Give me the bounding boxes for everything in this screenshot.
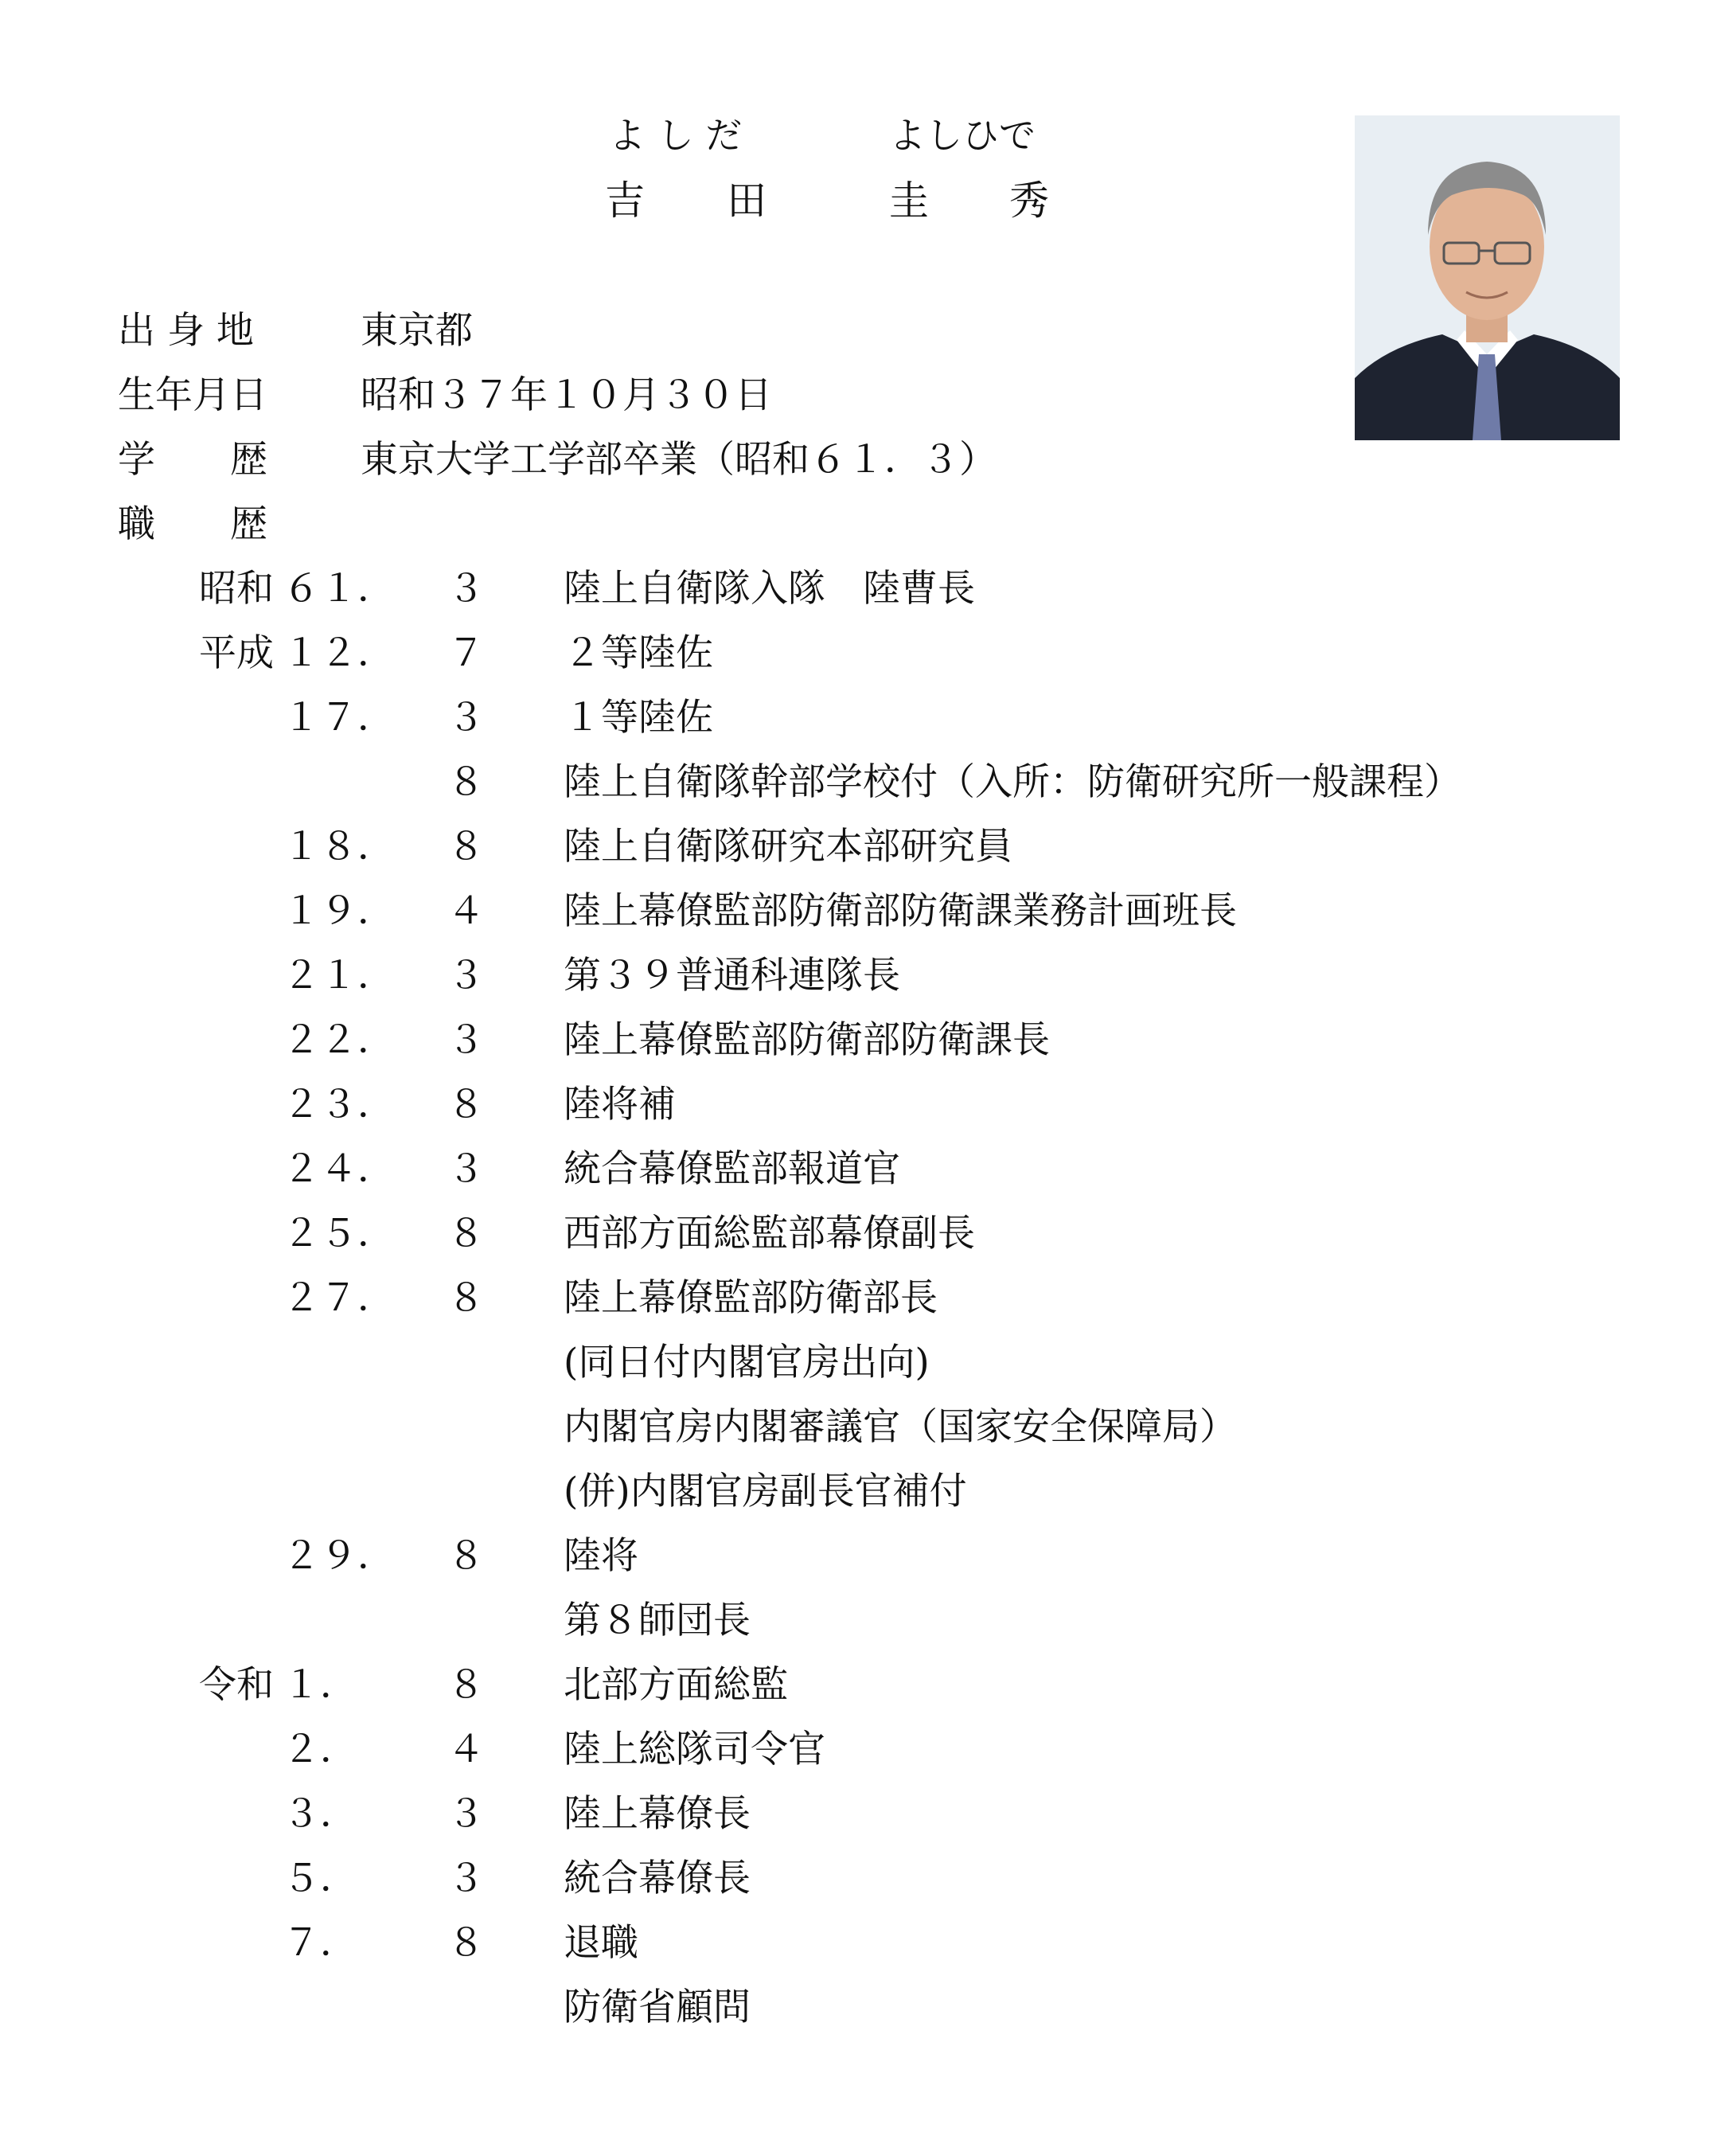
career-text: 第８師団長 [564,1599,751,1642]
career-text: 西部方面総監部幕僚副長 [564,1212,975,1255]
career-year: ２９． [283,1534,395,1578]
career-year: ７． [283,1921,357,1965]
career-year: ２３． [283,1083,395,1127]
career-text: 統合幕僚監部報道官 [564,1147,900,1191]
career-era: 平成 [199,631,274,675]
info-value-birthdate: 昭和３７年１０月３０日 [361,373,772,417]
career-year: ２２． [283,1018,395,1062]
career-text: 第３９普通科連隊長 [564,954,900,998]
info-label-birthplace: 出 身 地 [118,309,254,353]
name-kanji-given-1: 圭 [889,178,929,224]
career-month: ８ [447,1083,485,1127]
career-year: １９． [283,889,395,933]
career-month: ３ [447,1857,485,1900]
career-year: ２７． [283,1276,395,1320]
career-year: ２４． [283,1147,395,1191]
career-month: ８ [447,1663,485,1707]
career-text: 陸上幕僚監部防衛部防衛課長 [564,1018,1050,1062]
name-kana-given: よしひで [889,114,1036,157]
career-month: ３ [447,696,485,740]
career-year: ５． [283,1857,357,1900]
career-month: ８ [447,1534,485,1578]
career-text: 陸上幕僚監部防衛部防衛課業務計画班長 [564,889,1237,933]
name-kanji-family-1: 吉 [605,178,645,224]
info-label-career: 職 歴 [118,502,267,546]
career-month: ８ [447,1276,485,1320]
career-month: ３ [447,567,485,611]
portrait-photo [1355,115,1620,440]
career-era: 昭和 [199,567,274,611]
career-text: 陸上自衛隊入隊 陸曹長 [564,567,975,611]
career-year: ３． [283,1792,357,1836]
info-label-birthdate: 生年月日 [118,373,267,417]
career-year: ２１． [283,954,395,998]
info-value-education: 東京大学工学部卒業（昭和６１．３） [361,438,997,482]
name-kanji-family-2: 田 [727,178,767,224]
career-text: 陸上自衛隊研究本部研究員 [564,825,1012,869]
career-text: 陸上総隊司令官 [564,1728,825,1771]
career-text: 陸上自衛隊幹部学校付（入所：防衛研究所一般課程） [564,760,1461,804]
career-era: 令和 [199,1663,274,1707]
career-text: 北部方面総監 [564,1663,788,1707]
career-year: ２５． [283,1212,395,1255]
career-month: ３ [447,1792,485,1836]
career-text: 陸将補 [564,1083,676,1127]
career-year: ２． [283,1728,357,1771]
career-text: 陸上幕僚監部防衛部長 [564,1276,938,1320]
career-year: ６１． [283,567,395,611]
career-month: ８ [447,825,485,869]
career-year: １２． [283,631,395,675]
career-text: 防衛省顧問 [564,1986,751,2029]
career-year: １． [283,1663,357,1707]
career-text: (併)内閣官房副長官補付 [564,1470,967,1513]
info-value-birthplace: 東京都 [361,309,473,353]
name-kana-family: よ し だ [609,114,743,157]
career-month: ８ [447,1212,485,1255]
career-year: １８． [283,825,395,869]
career-text: 内閣官房内閣審議官（国家安全保障局） [564,1405,1237,1449]
career-month: ８ [447,760,485,804]
career-text: 統合幕僚長 [564,1857,751,1900]
career-month: ４ [447,1728,485,1771]
info-label-education: 学 歴 [118,438,267,482]
career-text: ２等陸佐 [564,631,713,675]
career-text: 退職 [564,1921,638,1965]
career-month: ３ [447,1147,485,1191]
career-month: ７ [447,631,485,675]
career-text: 陸上幕僚長 [564,1792,751,1836]
career-text: １等陸佐 [564,696,713,740]
career-month: ３ [447,1018,485,1062]
name-kanji-given-2: 秀 [1009,178,1049,224]
career-text: 陸将 [564,1534,638,1578]
career-month: ８ [447,1921,485,1965]
career-month: ４ [447,889,485,933]
career-year: １７． [283,696,395,740]
career-month: ３ [447,954,485,998]
career-text: (同日付内閣官房出向) [564,1341,930,1384]
